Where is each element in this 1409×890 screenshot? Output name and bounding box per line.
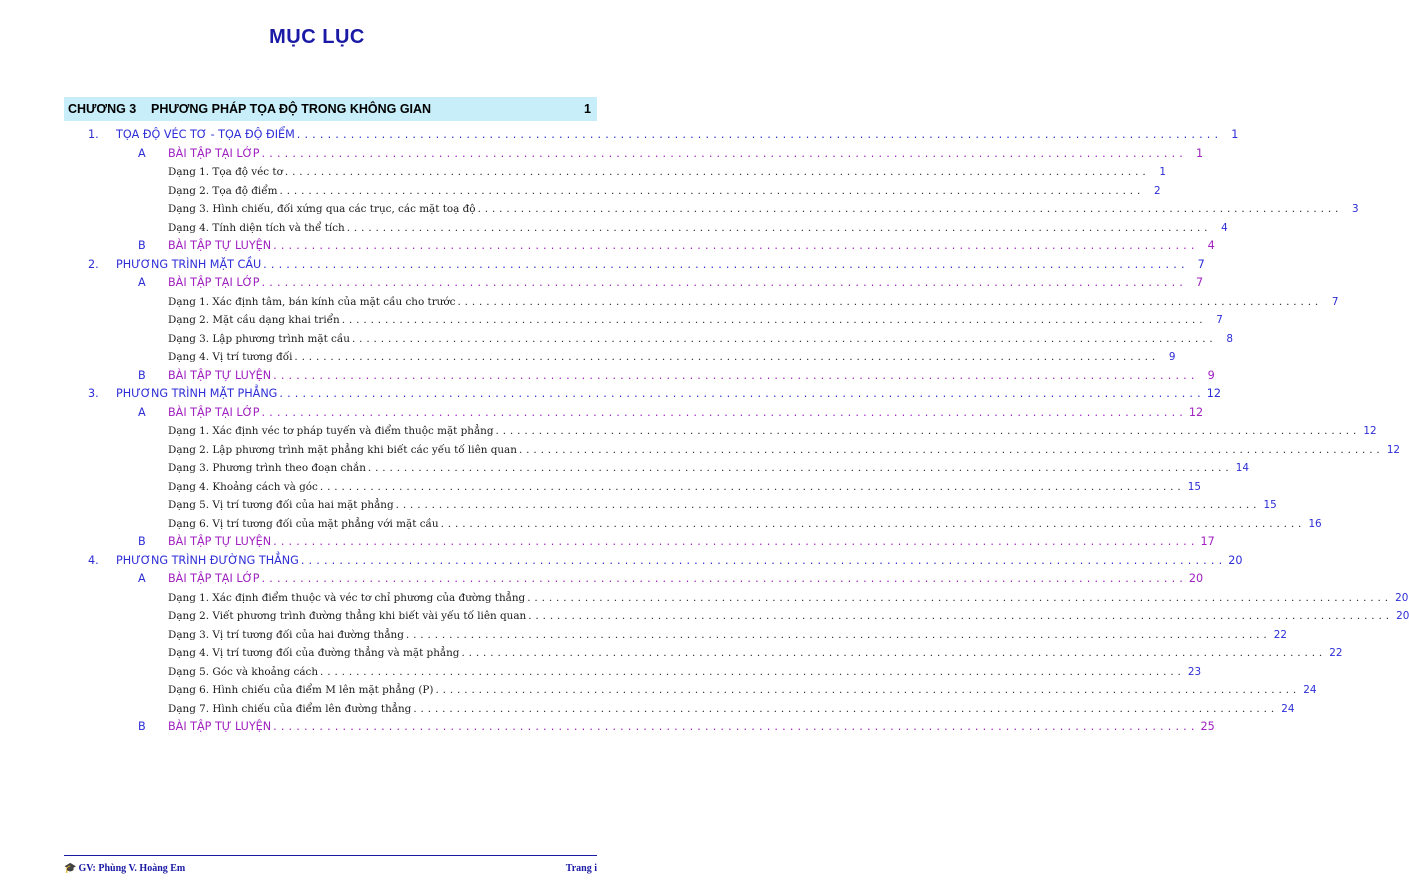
dot-leader: . . . . . . . . . . . . . . . . . . . . . . . . . . . . . . . . . . . . . . . . . . . . . . . . . . . . . . . . . . . . . . . . . . . . . . . . . . . . . . . . . . . . . . . . . . . . . . . . . . . . . . . . . . . . . . . . . . . . . . . . xyxy=(284,166,1146,178)
toc-entry-page: 24 xyxy=(1274,700,1294,719)
toc-item[interactable] xyxy=(64,626,1287,645)
toc-item[interactable] xyxy=(64,478,1201,497)
toc-entry-title: Dạng 5. Vị trí tương đối của hai mặt phẳng xyxy=(168,496,396,515)
dot-leader: . . . . . . . . . . . . . . . . . . . . . . . . . . . . . . . . . . . . . . . . . . . . . . . . . . . . . . . . . . . . . . . . . . . . . . . . . . . . . . . . . . . . . . . . . . . . . . . . . . . . . . . . . . . . . . . . . . . . . . . . xyxy=(528,610,1390,622)
toc-entry-page: 12 xyxy=(1201,385,1221,404)
toc-entry-title: Dạng 2. Tọa độ điểm xyxy=(168,182,280,201)
toc-item[interactable] xyxy=(64,422,1377,441)
dot-leader: . . . . . . . . . . . . . . . . . . . . . . . . . . . . . . . . . . . . . . . . . . . . . . . . . . . . . . . . . . . . . . . . . . . . . . . . . . . . . . . . . . . . . . . . . . . . . . . . . . . . . . . . . . . . . . . . . . . . . . . . xyxy=(261,405,1184,419)
toc-entry-title: Dạng 1. Xác định véc tơ pháp tuyến và điểm thuộc mặt phẳng xyxy=(168,422,496,441)
toc-item[interactable] xyxy=(64,700,1295,719)
graduation-cap-icon: 🎓 xyxy=(64,863,77,874)
toc-entry-page: 8 xyxy=(1213,330,1233,349)
dot-leader: . . . . . . . . . . . . . . . . . . . . . . . . . . . . . . . . . . . . . . . . . . . . . . . . . . . . . . . . . . . . . . . . . . . . . . . . . . . . . . . . . . . . . . . . . . . . . . . . . . . . . . . . . . . . . . . . . . . . . . . . xyxy=(395,499,1257,511)
dot-leader: . . . . . . . . . . . . . . . . . . . . . . . . . . . . . . . . . . . . . . . . . . . . . . . . . . . . . . . . . . . . . . . . . . . . . . . . . . . . . . . . . . . . . . . . . . . . . . . . . . . . . . . . . . . . . . . . . . . . . . . . xyxy=(413,702,1275,715)
toc-subsection[interactable] xyxy=(64,145,1204,164)
toc-entry-title: Dạng 2. Mặt cầu dạng khai triển xyxy=(168,311,342,330)
toc-entry-title: Dạng 3. Vị trí tương đối của hai đường thẳng xyxy=(168,626,406,645)
toc-entry-page: 12 xyxy=(1380,441,1400,460)
toc-entry-title: Dạng 2. Viết phương trình đường thẳng khi biết vài yếu tố liên quan xyxy=(168,607,528,626)
toc-entry-page: 22 xyxy=(1323,644,1343,663)
dot-leader: . . . . . . . . . . . . . . . . . . . . . . . . . . . . . . . . . . . . . . . . . . . . . . . . . . . . . . . . . . . . . . . . . . . . . . . . . . . . . . . . . . . . . . . . . . . . . . . . . . . . . . . . . . . . . . . . . . . . . . . . xyxy=(527,591,1389,604)
toc-entry-number: 4. xyxy=(88,553,99,567)
dot-leader: . . . . . . . . . . . . . . . . . . . . . . . . . . . . . . . . . . . . . . . . . . . . . . . . . . . . . . . . . . . . . . . . . . . . . . . . . . . . . . . . . . . . . . . . . . . . . . . . . . . . . . . . . . . . . . . . . . . . . . . . xyxy=(461,647,1323,659)
dot-leader: . . . . . . . . . . . . . . . . . . . . . . . . . . . . . . . . . . . . . . . . . . . . . . . . . . . . . . . . . . . . . . . . . . . . . . . . . . . . . . . . . . . . . . . . . . . . . . . . . . . . . . . . . . . . . . . . . . . . . . . . xyxy=(405,628,1267,641)
dot-leader: . . . . . . . . . . . . . . . . . . . . . . . . . . . . . . . . . . . . . . . . . . . . . . . . . . . . . . . . . . . . . . . . . . . . . . . . . . . . . . . . . . . . . . . . . . . . . . . . . . . . . . . . . . . . . . . . . . . . . . . . xyxy=(273,720,1195,733)
dot-leader: . . . . . . . . . . . . . . . . . . . . . . . . . . . . . . . . . . . . . . . . . . . . . . . . . . . . . . . . . . . . . . . . . . . . . . . . . . . . . . . . . . . . . . . . . . . . . . . . . . . . . . . . . . . . . . . . . . . . . . . . xyxy=(346,221,1208,234)
toc-entry-number: B xyxy=(138,239,146,252)
toc-section[interactable] xyxy=(64,385,1221,404)
toc-entry-number: A xyxy=(138,572,146,585)
toc-item[interactable] xyxy=(64,607,1409,626)
toc-entry-page: 20 xyxy=(1183,570,1203,589)
toc-entry-number: A xyxy=(138,405,146,419)
dot-leader: . . . . . . . . . . . . . . . . . . . . . . . . . . . . . . . . . . . . . . . . . . . . . . . . . . . . . . . . . . . . . . . . . . . . . . . . . . . . . . . . . . . . . . . . . . . . . . . . . . . . . . . . . . . . . . . . . . . . . . . . xyxy=(279,184,1141,197)
dot-leader: . . . . . . . . . . . . . . . . . . . . . . . . . . . . . . . . . . . . . . . . . . . . . . . . . . . . . . . . . . . . . . . . . . . . . . . . . . . . . . . . . . . . . . . . . . . . . . . . . . . . . . . . . . . . . . . . . . . . . . . . xyxy=(435,684,1297,696)
toc-item[interactable] xyxy=(64,163,1166,182)
footer-author xyxy=(64,863,185,874)
toc-entry-number: 2. xyxy=(88,257,99,271)
dot-leader: . . . . . . . . . . . . . . . . . . . . . . . . . . . . . . . . . . . . . . . . . . . . . . . . . . . . . . . . . . . . . . . . . . . . . . . . . . . . . . . . . . . . . . . . . . . . . . . . . . . . . . . . . . . . . . . . . . . . . . . . xyxy=(300,553,1223,567)
toc-item[interactable] xyxy=(64,681,1317,700)
toc-item[interactable] xyxy=(64,293,1339,312)
table-of-contents xyxy=(64,126,1409,737)
toc-entry-title: BÀI TẬP TỰ LUYỆN xyxy=(168,367,273,386)
toc-entry-page: 7 xyxy=(1319,293,1339,312)
toc-entry-page: 20 xyxy=(1388,589,1408,608)
chapter-number: CHƯƠNG 3 xyxy=(68,102,137,116)
toc-entry-page: 17 xyxy=(1195,533,1215,552)
dot-leader: . . . . . . . . . . . . . . . . . . . . . . . . . . . . . . . . . . . . . . . . . . . . . . . . . . . . . . . . . . . . . . . . . . . . . . . . . . . . . . . . . . . . . . . . . . . . . . . . . . . . . . . . . . . . . . . . . . . . . . . . xyxy=(261,276,1184,289)
dot-leader: . . . . . . . . . . . . . . . . . . . . . . . . . . . . . . . . . . . . . . . . . . . . . . . . . . . . . . . . . . . . . . . . . . . . . . . . . . . . . . . . . . . . . . . . . . . . . . . . . . . . . . . . . . . . . . . . . . . . . . . . xyxy=(294,351,1156,363)
toc-entry-page: 12 xyxy=(1357,422,1377,441)
toc-item[interactable] xyxy=(64,589,1409,608)
dot-leader: . . . . . . . . . . . . . . . . . . . . . . . . . . . . . . . . . . . . . . . . . . . . . . . . . . . . . . . . . . . . . . . . . . . . . . . . . . . . . . . . . . . . . . . . . . . . . . . . . . . . . . . . . . . . . . . . . . . . . . . . xyxy=(320,665,1182,678)
toc-entry-page: 3 xyxy=(1339,200,1359,219)
toc-item[interactable] xyxy=(64,330,1234,349)
toc-entry-title: PHƯƠNG TRÌNH ĐƯỜNG THẲNG xyxy=(116,552,301,571)
toc-entry-number: B xyxy=(138,368,146,382)
toc-entry-title: Dạng 5. Góc và khoảng cách xyxy=(168,663,320,682)
toc-entry-page: 12 xyxy=(1183,404,1203,423)
toc-entry-page: 7 xyxy=(1203,311,1223,330)
dot-leader: . . . . . . . . . . . . . . . . . . . . . . . . . . . . . . . . . . . . . . . . . . . . . . . . . . . . . . . . . . . . . . . . . . . . . . . . . . . . . . . . . . . . . . . . . . . . . . . . . . . . . . . . . . . . . . . . . . . . . . . . xyxy=(495,425,1357,437)
toc-item[interactable] xyxy=(64,311,1223,330)
toc-entry-title: Dạng 3. Hình chiếu, đối xứng qua các trục, các mặt toạ độ xyxy=(168,200,478,219)
toc-item[interactable] xyxy=(64,459,1249,478)
toc-entry-page: 20 xyxy=(1389,607,1409,626)
toc-entry-page: 16 xyxy=(1302,515,1322,534)
toc-entry-number: 1. xyxy=(88,128,99,141)
toc-entry-title: Dạng 4. Khoảng cách và góc xyxy=(168,478,320,497)
toc-entry-number: A xyxy=(138,146,146,160)
toc-entry-title: BÀI TẬP TẠI LỚP xyxy=(168,570,262,589)
toc-entry-page: 1 xyxy=(1146,163,1166,182)
toc-entry-title: BÀI TẬP TẠI LỚP xyxy=(168,274,262,293)
toc-subsection[interactable] xyxy=(64,533,1215,552)
toc-item[interactable] xyxy=(64,515,1322,534)
author-name: GV: Phùng V. Hoàng Em xyxy=(78,863,186,874)
toc-entry-title: Dạng 1. Xác định tâm, bán kính của mặt cầu cho trước xyxy=(168,293,457,312)
page-title: MỤC LỤC xyxy=(269,26,365,48)
toc-entry-title: Dạng 4. Tính diện tích và thể tích xyxy=(168,219,347,238)
toc-item[interactable] xyxy=(64,348,1176,367)
dot-leader: . . . . . . . . . . . . . . . . . . . . . . . . . . . . . . . . . . . . . . . . . . . . . . . . . . . . . . . . . . . . . . . . . . . . . . . . . . . . . . . . . . . . . . . . . . . . . . . . . . . . . . . . . . . . . . . . . . . . . . . . xyxy=(273,368,1195,382)
toc-entry-title: PHƯƠNG TRÌNH MẶT CẦU xyxy=(116,256,263,275)
toc-entry-page: 25 xyxy=(1195,718,1215,737)
toc-entry-title: Dạng 3. Phương trình theo đoạn chắn xyxy=(168,459,368,478)
toc-entry-title: Dạng 4. Vị trí tương đối của đường thẳng và mặt phẳng xyxy=(168,644,461,663)
toc-subsection[interactable] xyxy=(64,237,1215,256)
toc-entry-page: 7 xyxy=(1185,256,1205,275)
toc-item[interactable] xyxy=(64,182,1161,201)
toc-entry-page: 7 xyxy=(1183,274,1203,293)
page-footer xyxy=(64,863,597,874)
toc-entry-number: B xyxy=(138,535,146,548)
toc-entry-title: BÀI TẬP TẠI LỚP xyxy=(168,404,262,423)
dot-leader: . . . . . . . . . . . . . . . . . . . . . . . . . . . . . . . . . . . . . . . . . . . . . . . . . . . . . . . . . . . . . . . . . . . . . . . . . . . . . . . . . . . . . . . . . . . . . . . . . . . . . . . . . . . . . . . . . . . . . . . . xyxy=(440,517,1302,530)
toc-item[interactable] xyxy=(64,200,1359,219)
dot-leader: . . . . . . . . . . . . . . . . . . . . . . . . . . . . . . . . . . . . . . . . . . . . . . . . . . . . . . . . . . . . . . . . . . . . . . . . . . . . . . . . . . . . . . . . . . . . . . . . . . . . . . . . . . . . . . . . . . . . . . . . xyxy=(261,146,1184,160)
toc-entry-page: 14 xyxy=(1229,459,1249,478)
toc-entry-title: Dạng 2. Lập phương trình mặt phẳng khi biết các yếu tố liên quan xyxy=(168,441,519,460)
toc-section[interactable] xyxy=(64,552,1243,571)
dot-leader: . . . . . . . . . . . . . . . . . . . . . . . . . . . . . . . . . . . . . . . . . . . . . . . . . . . . . . . . . . . . . . . . . . . . . . . . . . . . . . . . . . . . . . . . . . . . . . . . . . . . . . . . . . . . . . . . . . . . . . . . xyxy=(279,387,1201,400)
dot-leader: . . . . . . . . . . . . . . . . . . . . . . . . . . . . . . . . . . . . . . . . . . . . . . . . . . . . . . . . . . . . . . . . . . . . . . . . . . . . . . . . . . . . . . . . . . . . . . . . . . . . . . . . . . . . . . . . . . . . . . . . xyxy=(341,314,1203,326)
toc-entry-title: Dạng 1. Tọa độ véc tơ xyxy=(168,163,285,182)
chapter-title: PHƯƠNG PHÁP TỌA ĐỘ TRONG KHÔNG GIAN xyxy=(151,102,432,116)
toc-entry-page: 24 xyxy=(1297,681,1317,700)
toc-entry-title: BÀI TẬP TẠI LỚP xyxy=(168,145,262,164)
toc-entry-title: BÀI TẬP TỰ LUYỆN xyxy=(168,533,273,552)
toc-item[interactable] xyxy=(64,644,1343,663)
toc-entry-page: 9 xyxy=(1195,367,1215,386)
toc-entry-number: B xyxy=(138,720,146,733)
toc-section[interactable] xyxy=(64,126,1239,145)
dot-leader: . . . . . . . . . . . . . . . . . . . . . . . . . . . . . . . . . . . . . . . . . . . . . . . . . . . . . . . . . . . . . . . . . . . . . . . . . . . . . . . . . . . . . . . . . . . . . . . . . . . . . . . . . . . . . . . . . . . . . . . . xyxy=(518,443,1381,456)
chapter-header[interactable] xyxy=(64,97,597,121)
dot-leader: . . . . . . . . . . . . . . . . . . . . . . . . . . . . . . . . . . . . . . . . . . . . . . . . . . . . . . . . . . . . . . . . . . . . . . . . . . . . . . . . . . . . . . . . . . . . . . . . . . . . . . . . . . . . . . . . . . . . . . . . xyxy=(273,535,1195,548)
toc-entry-title: Dạng 1. Xác định điểm thuộc và véc tơ chỉ phương của đường thẳng xyxy=(168,589,527,608)
toc-entry-page: 2 xyxy=(1141,182,1161,201)
toc-section[interactable] xyxy=(64,256,1205,275)
toc-entry-number: A xyxy=(138,276,146,289)
chapter-page: 1 xyxy=(584,102,591,116)
dot-leader: . . . . . . . . . . . . . . . . . . . . . . . . . . . . . . . . . . . . . . . . . . . . . . . . . . . . . . . . . . . . . . . . . . . . . . . . . . . . . . . . . . . . . . . . . . . . . . . . . . . . . . . . . . . . . . . . . . . . . . . . xyxy=(263,257,1185,271)
toc-item[interactable] xyxy=(64,441,1401,460)
dot-leader: . . . . . . . . . . . . . . . . . . . . . . . . . . . . . . . . . . . . . . . . . . . . . . . . . . . . . . . . . . . . . . . . . . . . . . . . . . . . . . . . . . . . . . . . . . . . . . . . . . . . . . . . . . . . . . . . . . . . . . . . xyxy=(367,462,1229,474)
toc-item[interactable] xyxy=(64,663,1202,682)
toc-entry-number: 3. xyxy=(88,387,99,400)
toc-entry-title: Dạng 6. Vị trí tương đối của mặt phẳng với mặt cầu xyxy=(168,515,441,534)
toc-subsection[interactable] xyxy=(64,367,1215,386)
dot-leader: . . . . . . . . . . . . . . . . . . . . . . . . . . . . . . . . . . . . . . . . . . . . . . . . . . . . . . . . . . . . . . . . . . . . . . . . . . . . . . . . . . . . . . . . . . . . . . . . . . . . . . . . . . . . . . . . . . . . . . . . xyxy=(477,203,1339,215)
dot-leader: . . . . . . . . . . . . . . . . . . . . . . . . . . . . . . . . . . . . . . . . . . . . . . . . . . . . . . . . . . . . . . . . . . . . . . . . . . . . . . . . . . . . . . . . . . . . . . . . . . . . . . . . . . . . . . . . . . . . . . . . xyxy=(319,480,1181,493)
toc-item[interactable] xyxy=(64,496,1277,515)
dot-leader: . . . . . . . . . . . . . . . . . . . . . . . . . . . . . . . . . . . . . . . . . . . . . . . . . . . . . . . . . . . . . . . . . . . . . . . . . . . . . . . . . . . . . . . . . . . . . . . . . . . . . . . . . . . . . . . . . . . . . . . . xyxy=(457,295,1319,308)
toc-entry-page: 4 xyxy=(1195,237,1215,256)
footer-page-number: Trang i xyxy=(565,863,597,874)
toc-entry-page: 9 xyxy=(1155,348,1175,367)
dot-leader: . . . . . . . . . . . . . . . . . . . . . . . . . . . . . . . . . . . . . . . . . . . . . . . . . . . . . . . . . . . . . . . . . . . . . . . . . . . . . . . . . . . . . . . . . . . . . . . . . . . . . . . . . . . . . . . . . . . . . . . . xyxy=(261,572,1184,585)
toc-subsection[interactable] xyxy=(64,274,1204,293)
toc-entry-page: 15 xyxy=(1257,496,1277,515)
toc-entry-page: 15 xyxy=(1181,478,1201,497)
toc-entry-title: Dạng 4. Vị trí tương đối xyxy=(168,348,294,367)
toc-entry-title: Dạng 6. Hình chiếu của điểm M lên mặt phẳng (P) xyxy=(168,681,435,700)
dot-leader: . . . . . . . . . . . . . . . . . . . . . . . . . . . . . . . . . . . . . . . . . . . . . . . . . . . . . . . . . . . . . . . . . . . . . . . . . . . . . . . . . . . . . . . . . . . . . . . . . . . . . . . . . . . . . . . . . . . . . . . . xyxy=(351,332,1214,345)
toc-entry-page: 22 xyxy=(1267,626,1287,645)
toc-entry-title: Dạng 7. Hình chiếu của điểm lên đường thẳng xyxy=(168,700,413,719)
toc-entry-title: TỌA ĐỘ VÉC TƠ - TỌA ĐỘ ĐIỂM xyxy=(116,126,297,145)
toc-entry-page: 20 xyxy=(1222,552,1242,571)
toc-entry-page: 23 xyxy=(1181,663,1201,682)
toc-entry-title: Dạng 3. Lập phương trình mặt cầu xyxy=(168,330,352,349)
toc-subsection[interactable] xyxy=(64,570,1204,589)
toc-entry-title: BÀI TẬP TỰ LUYỆN xyxy=(168,718,273,737)
dot-leader: . . . . . . . . . . . . . . . . . . . . . . . . . . . . . . . . . . . . . . . . . . . . . . . . . . . . . . . . . . . . . . . . . . . . . . . . . . . . . . . . . . . . . . . . . . . . . . . . . . . . . . . . . . . . . . . . . . . . . . . . xyxy=(273,239,1195,252)
toc-entry-page: 4 xyxy=(1208,219,1228,238)
toc-entry-page: 1 xyxy=(1183,145,1203,164)
toc-entry-page: 1 xyxy=(1218,126,1238,145)
toc-subsection[interactable] xyxy=(64,404,1204,423)
toc-subsection[interactable] xyxy=(64,718,1215,737)
toc-entry-title: BÀI TẬP TỰ LUYỆN xyxy=(168,237,273,256)
dot-leader: . . . . . . . . . . . . . . . . . . . . . . . . . . . . . . . . . . . . . . . . . . . . . . . . . . . . . . . . . . . . . . . . . . . . . . . . . . . . . . . . . . . . . . . . . . . . . . . . . . . . . . . . . . . . . . . . . . . . . . . . xyxy=(296,128,1219,141)
toc-entry-title: PHƯƠNG TRÌNH MẶT PHẲNG xyxy=(116,385,279,404)
footer-divider xyxy=(64,855,597,856)
toc-item[interactable] xyxy=(64,219,1228,238)
